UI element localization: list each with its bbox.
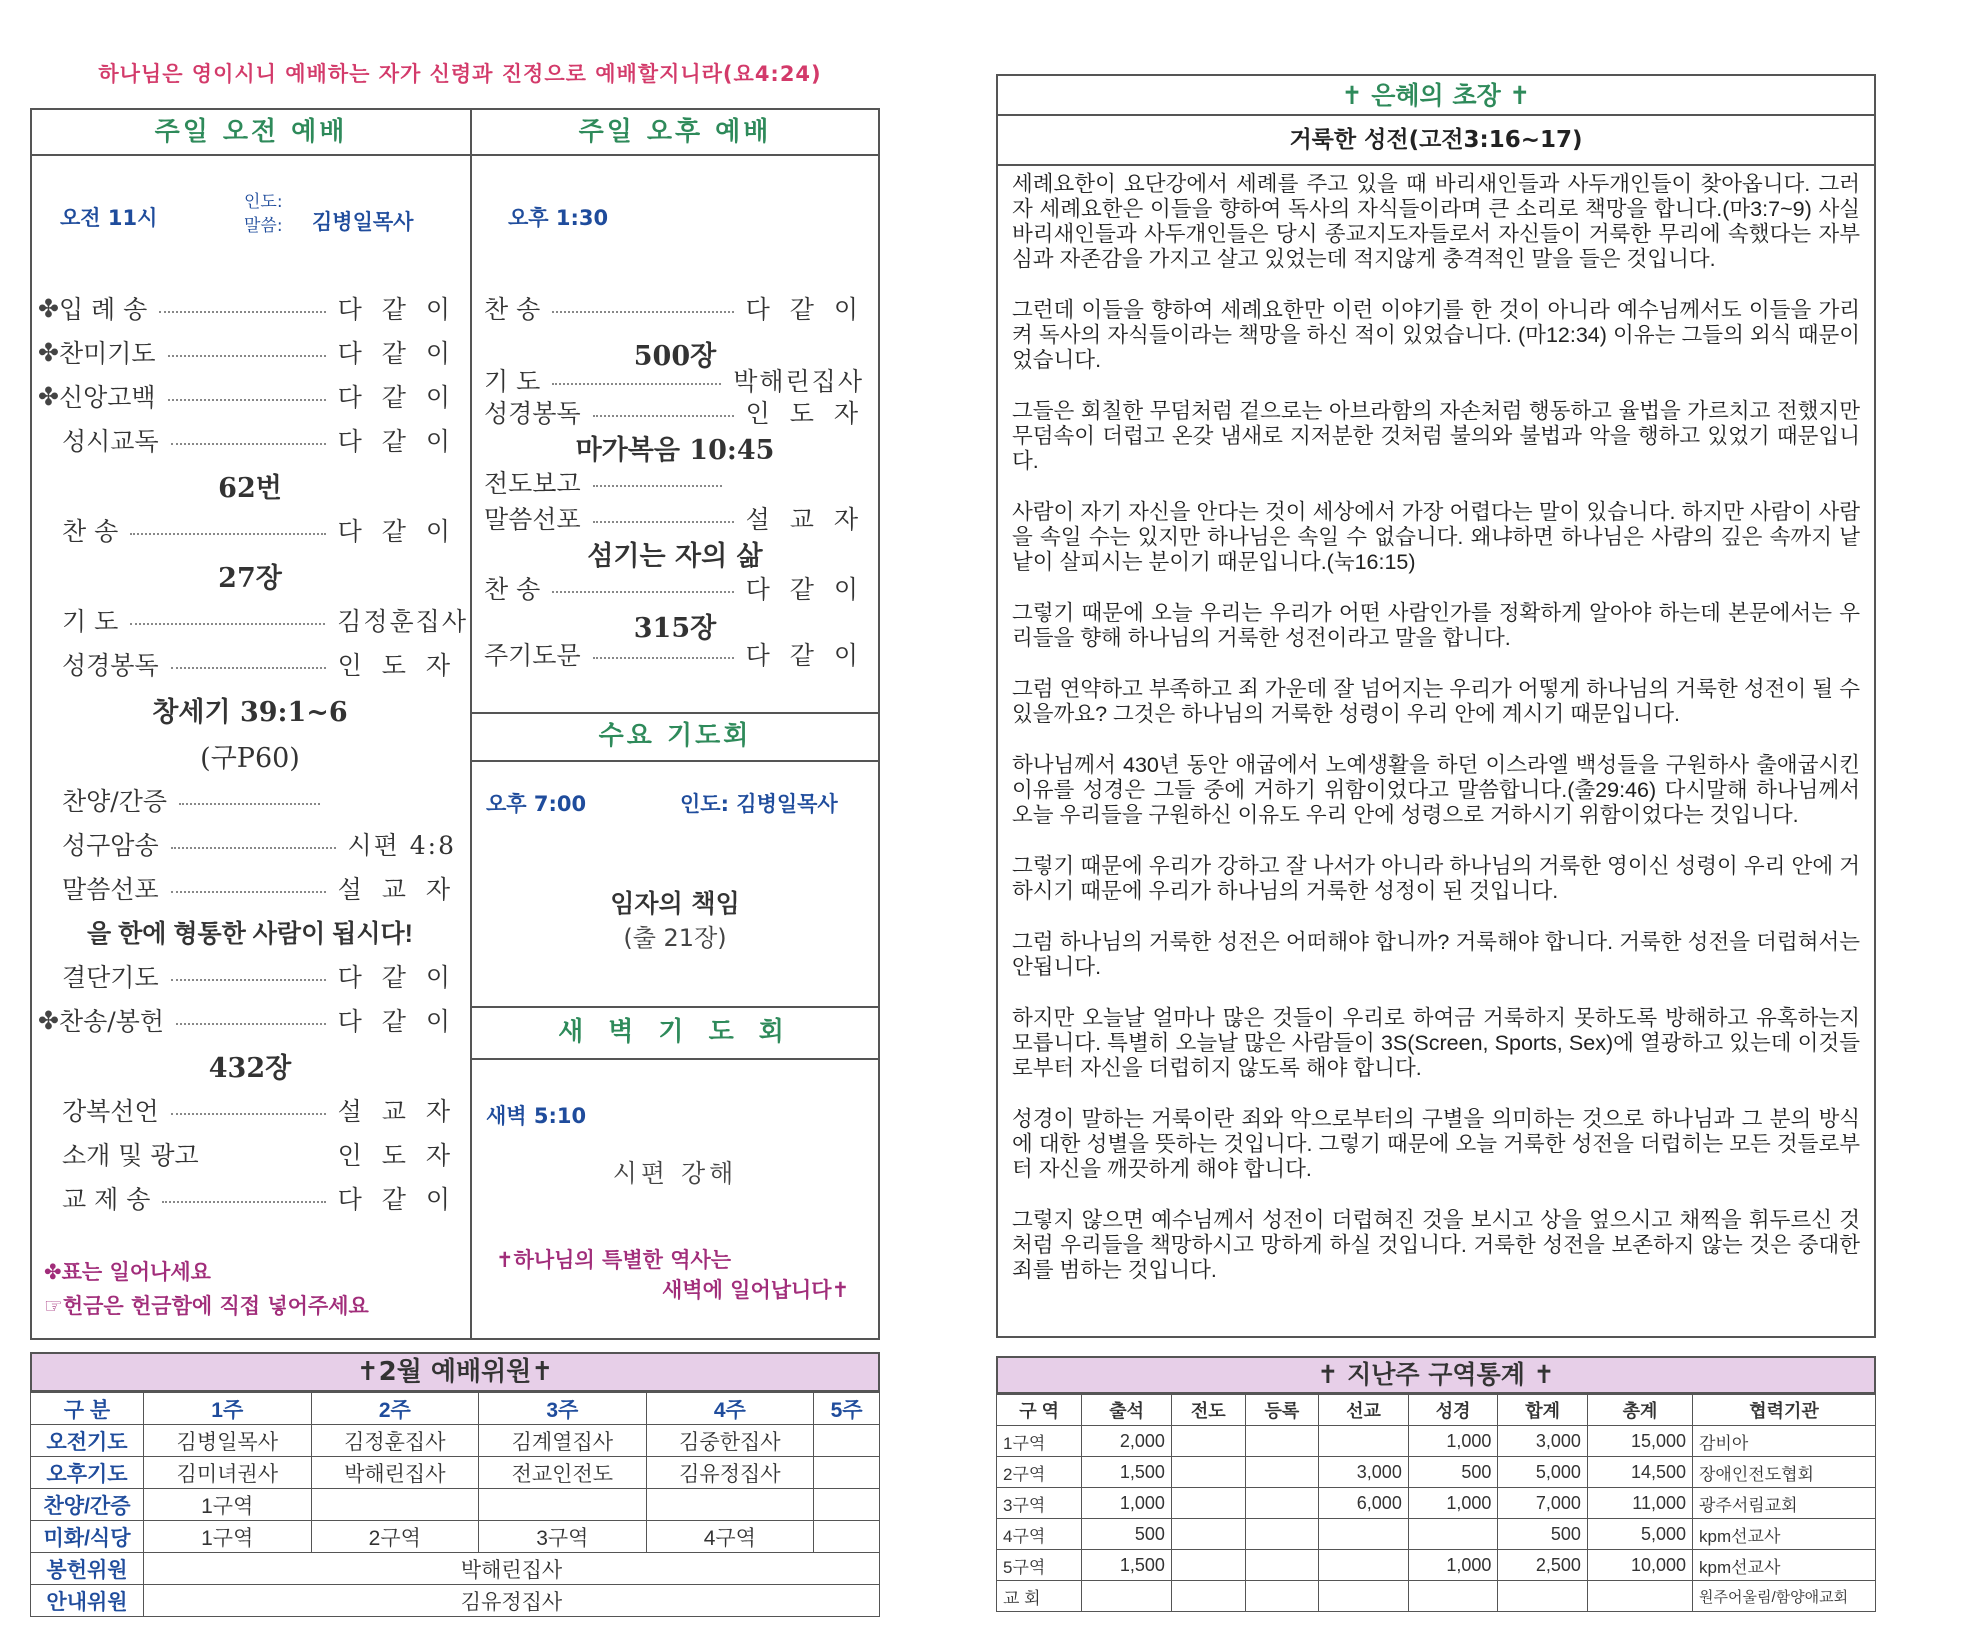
column-header: 구 역 (997, 1395, 1082, 1426)
table-cell: 1,000 (1408, 1488, 1498, 1519)
sermon-paragraph: 그런데 이들을 향하여 세례요한만 이런 이야기를 한 것이 아니라 예수님께서도 이들을 가리켜 독사의 자식들이라는 책망을 하신 적이 있었습니다. (마12:34) 이유는 그들의 외식 때문이었습니다. (1012, 298, 1860, 372)
table-header-row (997, 1395, 1876, 1426)
column-header: 4주 (646, 1393, 814, 1425)
column-header: 전도 (1171, 1395, 1245, 1426)
table-cell: 2구역 (311, 1521, 479, 1553)
order-item (62, 958, 456, 994)
table-cell: 1구역 (144, 1489, 312, 1521)
order-label: 주기도문 (484, 641, 581, 670)
committee-table (30, 1392, 880, 1617)
table-cell: 5,000 (1498, 1457, 1588, 1488)
leader-label: 인도: (244, 192, 283, 212)
order-who: 다 같 이 (337, 427, 456, 456)
dotted-leader (171, 667, 326, 669)
table-cell: 3,000 (1319, 1457, 1409, 1488)
order-item (62, 1092, 456, 1128)
table-cell: 김정훈집사 (311, 1425, 479, 1457)
order-item (484, 464, 734, 500)
committee-title: ✝2월 예배위원✝ (30, 1352, 880, 1392)
order-label: 말씀선포 (62, 875, 159, 904)
sermon-paragraph: 그럼 하나님의 거룩한 성전은 어떠해야 합니까? 거룩해야 합니다. 거룩한 성전을 더럽혀서는 안됩니다. (1012, 930, 1860, 979)
order-item (62, 602, 468, 638)
order-item (38, 334, 456, 370)
order-label: 찬양/간증 (62, 787, 168, 816)
table-cell: 1구역 (144, 1521, 312, 1553)
table-cell: 500 (1498, 1519, 1588, 1550)
wednesday-time: 오후 7:00 (486, 792, 587, 816)
stand-mark: ✤ (38, 381, 59, 411)
dotted-leader (162, 1201, 325, 1203)
table-cell (814, 1489, 880, 1521)
table-row (31, 1553, 880, 1585)
order-label: 찬송/봉헌 (58, 1007, 164, 1036)
order-item (62, 422, 456, 458)
order-item (484, 570, 864, 606)
section-rule (470, 1006, 880, 1008)
column-header: 2주 (311, 1393, 479, 1425)
scripture-reference: 마가복음 10:45 (575, 435, 775, 466)
sermon-paragraph: 하나님께서 430년 동안 애굽에서 노예생활을 하던 이스라엘 백성들을 구원하사 출애굽시킨 이유를 성경은 그들 중에 거하기 위함이었다고 말씀합니다.(출29:46) 다시말해 하나님께서 오늘 우리들을 구원하신 이유도 우리 안에 성령으로 거하시기 위함이었다는 것입니다. (1012, 753, 1860, 827)
table-cell: 1,500 (1082, 1457, 1172, 1488)
dotted-leader (130, 623, 325, 625)
row-label: 2구역 (997, 1457, 1082, 1488)
table-cell: 500 (1408, 1457, 1498, 1488)
dotted-leader (552, 311, 733, 313)
table-row (31, 1521, 880, 1553)
table-cell (1171, 1581, 1245, 1612)
order-label: 성경봉독 (484, 399, 581, 428)
column-header: 성경 (1408, 1395, 1498, 1426)
sermon-paragraph: 그렇지 않으면 예수님께서 성전이 더럽혀진 것을 보시고 상을 엎으시고 채찍을 휘두르신 것처럼 우리들을 책망하시고 망하게 하실 것입니다. 거룩한 성전을 보존하지 않는 것은 중대한 죄를 범하는 것입니다. (1012, 1208, 1860, 1282)
table-cell: 10,000 (1587, 1550, 1692, 1581)
table-cell (1319, 1550, 1409, 1581)
order-item (62, 826, 456, 862)
order-label: 강복선언 (62, 1097, 159, 1126)
order-who: 다 같 이 (337, 339, 456, 368)
table-cell: 1,000 (1408, 1426, 1498, 1457)
row-label: 오전기도 (31, 1425, 144, 1457)
row-label: 봉헌위원 (31, 1553, 144, 1585)
sermon-body (996, 166, 1876, 1338)
order-item (62, 1180, 456, 1216)
scripture-reference: 창세기 39:1~6 (152, 697, 348, 728)
table-cell: 14,500 (1587, 1457, 1692, 1488)
column-header: 5주 (814, 1393, 880, 1425)
sermon-title: 섬기는 자의 삶 (587, 541, 763, 572)
afternoon-service-column (472, 110, 878, 154)
table-cell (814, 1521, 880, 1553)
dotted-leader (168, 355, 326, 357)
table-cell (311, 1489, 479, 1521)
column-header: 협력기관 (1693, 1395, 1876, 1426)
table-cell: 4구역 (646, 1521, 814, 1553)
order-who: 다 같 이 (745, 641, 864, 670)
section-rule (470, 760, 880, 762)
column-header: 출석 (1082, 1395, 1172, 1426)
dotted-leader (552, 383, 721, 385)
table-cell: 11,000 (1587, 1488, 1692, 1519)
dotted-leader (171, 1113, 326, 1115)
order-who: 인 도 자 (745, 399, 864, 428)
order-label: 전도보고 (484, 469, 581, 498)
dotted-leader (168, 399, 326, 401)
table-cell: 김병일목사 (144, 1425, 312, 1457)
stand-mark: ✤ (38, 337, 59, 367)
order-item (38, 1002, 456, 1038)
afternoon-time: 오후 1:30 (508, 206, 609, 230)
morning-service-header: 주일 오전 예배 (154, 117, 348, 147)
table-cell (1245, 1457, 1319, 1488)
table-cell: 김미녀권사 (144, 1457, 312, 1489)
table-cell: kpm선교사 (1693, 1550, 1876, 1581)
table-cell: kpm선교사 (1693, 1519, 1876, 1550)
section-rule (470, 1058, 880, 1060)
order-item (484, 500, 864, 536)
wednesday-title: 임자의 책임 (610, 889, 740, 918)
dawn-title: 시편 강해 (612, 1159, 738, 1188)
stand-mark: ✤ (38, 1005, 59, 1035)
sermon-paragraph: 그렇기 때문에 오늘 우리는 우리가 어떤 사람인가를 정확하게 알아야 하는데 본문에서는 우리들을 향해 하나님의 거룩한 성전이라고 말을 합니다. (1012, 601, 1860, 650)
order-label: 찬미기도 (58, 339, 156, 368)
table-row (997, 1581, 1876, 1612)
sermon-title: 을 한에 형통한 사람이 됩시다! (87, 920, 413, 948)
row-label: 안내위원 (31, 1585, 144, 1617)
order-who: 설 교 자 (745, 505, 864, 534)
order-label: 신앙고백 (58, 383, 156, 412)
order-who: 설 교 자 (337, 1097, 456, 1126)
sermon-paragraph: 그렇기 때문에 우리가 강하고 잘 나서가 아니라 하나님의 거룩한 영이신 성령이 우리 안에 거하시기 때문에 우리가 하나님의 거룩한 성정이 된 것입니다. (1012, 854, 1860, 903)
sermon-paragraph: 하지만 오늘날 얼마나 많은 것들이 우리로 하여금 거룩하지 못하도록 방해하고 유혹하는지 모릅니다. 특별히 오늘날 많은 사람들이 3S(Screen, Sports, Sex)에 열광하고 있는데 이것들로부터 자신을 더럽히지 않도록 해야 합니다. (1012, 1006, 1860, 1080)
order-label: 성시교독 (62, 427, 159, 456)
table-cell: 박해린집사 (311, 1457, 479, 1489)
table-row (997, 1488, 1876, 1519)
order-label: 교 제 송 (62, 1185, 151, 1214)
table-cell: 박해린집사 (144, 1553, 880, 1585)
dotted-leader (171, 891, 326, 893)
order-item (484, 636, 864, 672)
table-cell: 감비아 (1693, 1426, 1876, 1457)
morning-service-column (32, 110, 470, 154)
column-header: 선교 (1319, 1395, 1409, 1426)
table-cell: 1,000 (1408, 1550, 1498, 1581)
table-row (31, 1489, 880, 1521)
table-cell: 2,500 (1498, 1550, 1588, 1581)
table-row (997, 1457, 1876, 1488)
table-cell (1319, 1581, 1409, 1612)
table-cell (1245, 1519, 1319, 1550)
table-cell: 3,000 (1498, 1426, 1588, 1457)
sermon-subtitle: 거룩한 성전(고전3:16~17) (996, 116, 1876, 166)
stats-table (996, 1394, 1876, 1612)
order-item (62, 1136, 456, 1172)
table-cell (1245, 1550, 1319, 1581)
table-cell: 김유정집사 (646, 1457, 814, 1489)
order-item (38, 378, 456, 414)
table-cell (1319, 1426, 1409, 1457)
table-cell (1082, 1581, 1172, 1612)
table-cell: 500 (1082, 1519, 1172, 1550)
afternoon-service-header: 주일 오후 예배 (578, 117, 772, 147)
order-item (38, 290, 456, 326)
order-item (62, 646, 456, 682)
dawn-note-line2: 새벽에 일어납니다✝ (662, 1278, 850, 1302)
sermon-paragraph: 세례요한이 요단강에서 세례를 주고 있을 때 바리새인들과 사두개인들이 찾아옵니다. 그러자 세례요한은 이들을 향하여 독사의 자식들이라며 큰 소리로 책망을 합니다.(마3:7~9) 사실 바리새인들과 사두개인들은 당시 종교지도자들로서 자신들이 거룩한 무리에 속했다는 자부심과 자존감을 가지고 살고 있었는데 적지않게 충격적인 말을 들은 것입니다. (1012, 172, 1860, 271)
hymn-number: 432장 (208, 1053, 292, 1084)
order-label: 말씀선포 (484, 505, 581, 534)
order-who: 시편 4:8 (347, 831, 456, 860)
column-header: 1주 (144, 1393, 312, 1425)
dotted-leader (179, 803, 320, 805)
sermon-paragraph: 그들은 회칠한 무덤처럼 겉으로는 아브라함의 자손처럼 행동하고 율법을 가르치고 전했지만 무덤속이 더럽고 온갖 냄새로 지저분한 것처럼 불의와 불법과 악을 행하고 있었기 때문입니다. (1012, 399, 1860, 473)
dotted-leader (593, 415, 734, 417)
order-item (62, 870, 456, 906)
order-label: 입 례 송 (58, 295, 148, 324)
row-label: 4구역 (997, 1519, 1082, 1550)
wednesday-header: 수요 기도회 (598, 721, 752, 751)
hymn-number: 315장 (633, 613, 717, 644)
table-cell (646, 1489, 814, 1521)
order-label: 결단기도 (62, 963, 159, 992)
order-label: 성구암송 (62, 831, 159, 860)
table-cell (814, 1457, 880, 1489)
order-who: 김정훈집사 (337, 607, 468, 636)
order-who: 다 같 이 (337, 1007, 456, 1036)
order-label: 찬 송 (484, 575, 541, 604)
table-cell (1319, 1519, 1409, 1550)
table-cell: 15,000 (1587, 1426, 1692, 1457)
hymn-number: 62번 (218, 473, 282, 504)
order-label: 찬 송 (62, 517, 119, 546)
dawn-note-line1: ✝하나님의 특별한 역사는 (496, 1248, 732, 1272)
column-header: 합계 (1498, 1395, 1588, 1426)
table-cell (1587, 1581, 1692, 1612)
table-cell (1498, 1581, 1588, 1612)
table-cell (1171, 1550, 1245, 1581)
order-who: 다 같 이 (745, 575, 864, 604)
header-verse: 하나님은 영이시니 예배하는 자가 신령과 진정으로 예배할지니라(요4:24) (98, 62, 822, 86)
order-who: 다 같 이 (337, 1185, 456, 1214)
table-cell: 김유정집사 (144, 1585, 880, 1617)
table-cell (479, 1489, 647, 1521)
table-cell: 김계열집사 (479, 1425, 647, 1457)
table-cell: 1,500 (1082, 1550, 1172, 1581)
stats-title: ✝ 지난주 구역통계 ✝ (996, 1356, 1876, 1394)
order-item (62, 782, 332, 818)
wednesday-leader: 인도: 김병일목사 (680, 792, 838, 816)
table-cell (814, 1425, 880, 1457)
sermon-paragraph: 사람이 자기 자신을 안다는 것이 세상에서 가장 어렵다는 말이 있습니다. 하지만 사람이 사람을 속일 수는 있지만 하나님은 속일 수 없습니다. 왜냐하면 하나님은 사람의 깊은 속까지 낱낱이 살피시는 분이기 때문입니다.(눅16:15) (1012, 500, 1860, 574)
table-header-row (31, 1393, 880, 1425)
dotted-leader (159, 311, 325, 313)
order-who: 박해린집사 (733, 367, 864, 396)
hymn-number: 500장 (633, 341, 717, 372)
row-label: 찬양/간증 (31, 1489, 144, 1521)
order-label: 소개 및 광고 (62, 1141, 199, 1170)
order-who: 다 같 이 (745, 295, 864, 324)
table-cell: 6,000 (1319, 1488, 1409, 1519)
table-row (997, 1519, 1876, 1550)
dotted-leader (593, 521, 734, 523)
table-cell: 장애인전도협회 (1693, 1457, 1876, 1488)
sermon-label: 말씀: (244, 216, 283, 236)
table-cell (1171, 1457, 1245, 1488)
order-who: 다 같 이 (337, 383, 456, 412)
row-label: 1구역 (997, 1426, 1082, 1457)
scripture-page: (구P60) (200, 743, 300, 774)
order-who: 다 같 이 (337, 963, 456, 992)
order-label: 기 도 (484, 367, 541, 396)
table-cell: 3구역 (479, 1521, 647, 1553)
table-cell (1408, 1519, 1498, 1550)
dotted-leader (593, 657, 734, 659)
order-who: 다 같 이 (337, 517, 456, 546)
row-label: 교 회 (997, 1581, 1082, 1612)
order-who: 인 도 자 (337, 1141, 456, 1170)
order-label: 찬 송 (484, 295, 541, 324)
order-item (484, 394, 864, 430)
order-item (484, 290, 864, 326)
table-cell (1171, 1488, 1245, 1519)
table-cell: 전교인전도 (479, 1457, 647, 1489)
stand-mark: ✤ (38, 293, 59, 323)
row-label: 오후기도 (31, 1457, 144, 1489)
dotted-leader (552, 591, 733, 593)
morning-time: 오전 11시 (60, 206, 158, 230)
stand-note: ✤표는 일어나세요 (44, 1260, 211, 1284)
table-cell: 원주어울림/함양애교회 (1693, 1581, 1876, 1612)
hymn-number: 27장 (218, 563, 282, 594)
table-cell: 2,000 (1082, 1426, 1172, 1457)
order-who: 설 교 자 (337, 875, 456, 904)
table-cell: 1,000 (1082, 1488, 1172, 1519)
row-label: 5구역 (997, 1550, 1082, 1581)
table-cell (1171, 1426, 1245, 1457)
morning-roles (244, 190, 283, 238)
table-cell (1408, 1581, 1498, 1612)
order-item (62, 512, 456, 548)
sermon-paragraph: 성경이 말하는 거룩이란 죄와 악으로부터의 구별을 의미하는 것으로 하나님과 그 분의 방식에 대한 성별을 뜻하는 것입니다. 그렇기 때문에 오늘 거룩한 성전을 더럽히는 모든 것들로부터 자신을 깨끗하게 해야 합니다. (1012, 1107, 1860, 1181)
order-item (484, 362, 864, 398)
table-cell (1171, 1519, 1245, 1550)
column-header: 3주 (479, 1393, 647, 1425)
dotted-leader (176, 1023, 326, 1025)
column-header: 총계 (1587, 1395, 1692, 1426)
dawn-header: 새 벽 기 도 회 (558, 1017, 792, 1047)
row-label: 미화/식당 (31, 1521, 144, 1553)
dawn-time: 새벽 5:10 (486, 1104, 587, 1128)
row-label: 3구역 (997, 1488, 1082, 1519)
morning-leader-name: 김병일목사 (312, 210, 414, 234)
column-header: 구 분 (31, 1393, 144, 1425)
offering-note: ☞헌금은 헌금함에 직접 넣어주세요 (44, 1294, 369, 1318)
order-who: 인 도 자 (337, 651, 456, 680)
dotted-leader (593, 485, 722, 487)
table-cell (1245, 1488, 1319, 1519)
table-cell: 5,000 (1587, 1519, 1692, 1550)
table-row (997, 1550, 1876, 1581)
dotted-leader (171, 979, 326, 981)
table-row (31, 1457, 880, 1489)
grace-title: ✝ 은혜의 초장 ✝ (996, 74, 1876, 116)
table-cell: 김중한집사 (646, 1425, 814, 1457)
order-who: 다 같 이 (337, 295, 456, 324)
header-rule (30, 154, 880, 156)
table-cell (1245, 1426, 1319, 1457)
order-label: 성경봉독 (62, 651, 159, 680)
table-cell: 광주서림교회 (1693, 1488, 1876, 1519)
table-row (31, 1585, 880, 1617)
sermon-paragraph: 그럼 연약하고 부족하고 죄 가운데 잘 넘어지는 우리가 어떻게 하나님의 거룩한 성전이 될 수 있을까요? 그것은 하나님의 거룩한 성령이 우리 안에 계시기 때문입니다. (1012, 677, 1860, 726)
wednesday-ref: (출 21장) (623, 924, 727, 952)
table-row (31, 1425, 880, 1457)
dotted-leader (130, 533, 325, 535)
dotted-leader (171, 443, 326, 445)
dotted-leader (171, 847, 336, 849)
table-row (997, 1426, 1876, 1457)
table-cell: 7,000 (1498, 1488, 1588, 1519)
table-cell (1245, 1581, 1319, 1612)
order-label: 기 도 (62, 607, 119, 636)
column-header: 등록 (1245, 1395, 1319, 1426)
